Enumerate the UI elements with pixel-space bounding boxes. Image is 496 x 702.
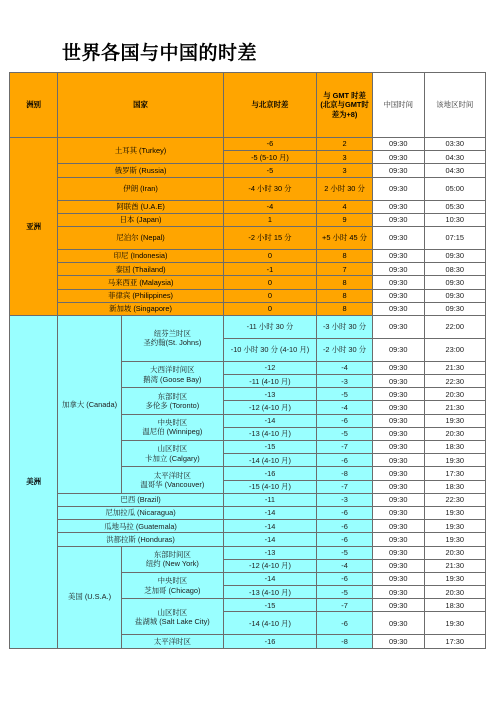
- table-row: [10, 546, 486, 559]
- gmt-diff-cell: 8: [317, 302, 373, 315]
- country-cell: 菲律宾 (Philippines): [58, 289, 224, 302]
- local-time-cell: 19:30: [424, 414, 485, 427]
- china-time-cell: 09:30: [373, 572, 425, 585]
- local-time-cell: 07:15: [424, 226, 485, 249]
- beijing-diff-cell: 0: [223, 289, 316, 302]
- gmt-diff-cell: -5: [317, 388, 373, 401]
- country-cell: 巴西 (Brazil): [58, 493, 224, 506]
- country-cell: 泰国 (Thailand): [58, 263, 224, 276]
- table-row: [10, 138, 486, 151]
- local-time-cell: 20:30: [424, 427, 485, 440]
- table-row: [10, 506, 486, 519]
- header-china-time: 中国时间: [373, 73, 425, 138]
- gmt-diff-cell: 3: [317, 151, 373, 164]
- zone-label: 东部时间区: [153, 549, 191, 559]
- header-gmt-diff: 与 GMT 时差 (北京与GMT时差为+8): [317, 73, 373, 138]
- china-time-cell: 09:30: [373, 586, 425, 599]
- china-time-cell: 09:30: [373, 338, 425, 361]
- local-time-cell: 20:30: [424, 546, 485, 559]
- country-cell: 印尼 (Indonesia): [58, 249, 224, 262]
- local-time-cell: 21:30: [424, 361, 485, 374]
- local-time-cell: 18:30: [424, 480, 485, 493]
- header-beijing-diff: 与北京时差: [223, 73, 316, 138]
- gmt-diff-cell: -7: [317, 480, 373, 493]
- gmt-diff-cell: +5 小时 45 分: [317, 226, 373, 249]
- china-time-cell: 09:30: [373, 493, 425, 506]
- country-cell: 新加坡 (Singapore): [58, 302, 224, 315]
- gmt-diff-cell: -6: [317, 506, 373, 519]
- local-time-cell: 19:30: [424, 454, 485, 467]
- beijing-diff-cell: -10 小时 30 分 (4-10 月): [223, 338, 316, 361]
- gmt-diff-cell: -4: [317, 401, 373, 414]
- china-time-cell: 09:30: [373, 480, 425, 493]
- country-cell: 阿联酋 (U.A.E): [58, 200, 224, 213]
- china-time-cell: 09:30: [373, 635, 425, 648]
- country-cell: 俄罗斯 (Russia): [58, 164, 224, 177]
- local-time-cell: 22:00: [424, 315, 485, 338]
- gmt-diff-cell: 2: [317, 138, 373, 151]
- gmt-diff-cell: -3: [317, 375, 373, 388]
- beijing-diff-cell: -12 (4-10 月): [223, 559, 316, 572]
- china-time-cell: 09:30: [373, 599, 425, 612]
- local-time-cell: 04:30: [424, 164, 485, 177]
- gmt-diff-cell: -6: [317, 612, 373, 635]
- beijing-diff-cell: -11: [223, 493, 316, 506]
- city-label: 卡加立 (Calgary): [145, 453, 200, 463]
- beijing-diff-cell: -15: [223, 441, 316, 454]
- local-time-cell: 03:30: [424, 138, 485, 151]
- beijing-diff-cell: -13: [223, 546, 316, 559]
- zone-label: 大西洋时间区: [150, 365, 195, 375]
- table-row: [10, 249, 486, 262]
- local-time-cell: 04:30: [424, 151, 485, 164]
- gmt-diff-cell: 8: [317, 249, 373, 262]
- city-label: 圣约翰(St. Johns): [143, 338, 202, 348]
- gmt-diff-cell: -7: [317, 441, 373, 454]
- china-time-cell: 09:30: [373, 361, 425, 374]
- city-label: 多伦多 (Toronto): [145, 400, 200, 410]
- china-time-cell: 09:30: [373, 414, 425, 427]
- table-row: [10, 263, 486, 276]
- zone-cell: [121, 572, 223, 598]
- local-time-cell: 18:30: [424, 441, 485, 454]
- country-cell: 土耳其 (Turkey): [58, 138, 224, 164]
- beijing-diff-cell: -14: [223, 572, 316, 585]
- gmt-diff-cell: 7: [317, 263, 373, 276]
- gmt-diff-cell: 9: [317, 213, 373, 226]
- gmt-diff-cell: -7: [317, 599, 373, 612]
- gmt-diff-cell: -6: [317, 533, 373, 546]
- zone-cell: [121, 315, 223, 361]
- zone-cell: [121, 414, 223, 440]
- local-time-cell: 10:30: [424, 213, 485, 226]
- china-time-cell: 09:30: [373, 213, 425, 226]
- local-time-cell: 20:30: [424, 388, 485, 401]
- gmt-diff-cell: 2 小时 30 分: [317, 177, 373, 200]
- beijing-diff-cell: -11 (4-10 月): [223, 375, 316, 388]
- beijing-diff-cell: -5 (5-10 月): [223, 151, 316, 164]
- country-canada: 加拿大 (Canada): [58, 315, 122, 493]
- table-row: [10, 493, 486, 506]
- city-label: 温尼伯 (Winnipeg): [142, 427, 203, 437]
- beijing-diff-cell: -4: [223, 200, 316, 213]
- gmt-diff-cell: -5: [317, 427, 373, 440]
- zone-cell: [121, 361, 223, 387]
- gmt-diff-cell: -4: [317, 559, 373, 572]
- china-time-cell: 09:30: [373, 427, 425, 440]
- china-time-cell: 09:30: [373, 138, 425, 151]
- beijing-diff-cell: -15: [223, 599, 316, 612]
- city-label: 纽约 (New York): [145, 559, 199, 569]
- local-time-cell: 09:30: [424, 276, 485, 289]
- china-time-cell: 09:30: [373, 388, 425, 401]
- china-time-cell: 09:30: [373, 151, 425, 164]
- china-time-cell: 09:30: [373, 289, 425, 302]
- china-time-cell: 09:30: [373, 177, 425, 200]
- zone-label: 山区时区: [157, 444, 188, 454]
- header-continent: 洲别: [10, 73, 58, 138]
- country-cell: 洪都拉斯 (Honduras): [58, 533, 224, 546]
- china-time-cell: 09:30: [373, 441, 425, 454]
- beijing-diff-cell: -1: [223, 263, 316, 276]
- country-cell: 伊朗 (Iran): [58, 177, 224, 200]
- china-time-cell: 09:30: [373, 375, 425, 388]
- china-time-cell: 09:30: [373, 520, 425, 533]
- gmt-diff-cell: 3: [317, 164, 373, 177]
- continent-america: 美洲: [10, 315, 58, 648]
- zone-label: 中央时区: [157, 576, 188, 586]
- local-time-cell: 08:30: [424, 263, 485, 276]
- beijing-diff-cell: -16: [223, 635, 316, 648]
- beijing-diff-cell: -12 (4-10 月): [223, 401, 316, 414]
- table-row: [10, 315, 486, 338]
- table-row: [10, 520, 486, 533]
- country-cell: 尼泊尔 (Nepal): [58, 226, 224, 249]
- local-time-cell: 17:30: [424, 635, 485, 648]
- beijing-diff-cell: -4 小时 30 分: [223, 177, 316, 200]
- gmt-diff-cell: -5: [317, 546, 373, 559]
- beijing-diff-cell: -14: [223, 533, 316, 546]
- china-time-cell: 09:30: [373, 454, 425, 467]
- zone-label: 太平洋时区: [153, 470, 191, 480]
- table-row: [10, 226, 486, 249]
- china-time-cell: 09:30: [373, 315, 425, 338]
- gmt-diff-cell: -3 小时 30 分: [317, 315, 373, 338]
- beijing-diff-cell: 0: [223, 249, 316, 262]
- table-row: [10, 200, 486, 213]
- local-time-cell: 09:30: [424, 302, 485, 315]
- china-time-cell: 09:30: [373, 226, 425, 249]
- local-time-cell: 19:30: [424, 520, 485, 533]
- header-country: 国家: [58, 73, 224, 138]
- city-label: 温哥华 (Vancouver): [140, 480, 205, 490]
- local-time-cell: 05:00: [424, 177, 485, 200]
- beijing-diff-cell: -13 (4-10 月): [223, 586, 316, 599]
- beijing-diff-cell: 0: [223, 302, 316, 315]
- gmt-diff-cell: -6: [317, 520, 373, 533]
- zone-label: 中央时区: [157, 418, 188, 428]
- zone-cell: 太平洋时区: [121, 635, 223, 648]
- gmt-diff-cell: -6: [317, 572, 373, 585]
- beijing-diff-cell: 0: [223, 276, 316, 289]
- beijing-diff-cell: -12: [223, 361, 316, 374]
- zone-cell: [121, 388, 223, 414]
- gmt-diff-cell: -2 小时 30 分: [317, 338, 373, 361]
- gmt-diff-cell: 8: [317, 276, 373, 289]
- local-time-cell: 09:30: [424, 249, 485, 262]
- table-row: [10, 302, 486, 315]
- china-time-cell: 09:30: [373, 276, 425, 289]
- city-label: 盐湖城 (Salt Lake City): [134, 616, 210, 626]
- beijing-diff-cell: -13: [223, 388, 316, 401]
- china-time-cell: 09:30: [373, 164, 425, 177]
- beijing-diff-cell: -16: [223, 467, 316, 480]
- table-header-row: [10, 73, 486, 138]
- china-time-cell: 09:30: [373, 546, 425, 559]
- local-time-cell: 20:30: [424, 586, 485, 599]
- local-time-cell: 09:30: [424, 289, 485, 302]
- local-time-cell: 23:00: [424, 338, 485, 361]
- gmt-diff-cell: -6: [317, 454, 373, 467]
- zone-label: 山区时区: [157, 607, 188, 617]
- beijing-diff-cell: -15 (4-10 月): [223, 480, 316, 493]
- local-time-cell: 22:30: [424, 375, 485, 388]
- beijing-diff-cell: 1: [223, 213, 316, 226]
- beijing-diff-cell: -6: [223, 138, 316, 151]
- local-time-cell: 21:30: [424, 559, 485, 572]
- china-time-cell: 09:30: [373, 559, 425, 572]
- country-cell: 日本 (Japan): [58, 213, 224, 226]
- china-time-cell: 09:30: [373, 302, 425, 315]
- zone-cell: [121, 599, 223, 635]
- city-label: 芝加哥 (Chicago): [144, 585, 201, 595]
- local-time-cell: 19:30: [424, 612, 485, 635]
- local-time-cell: 21:30: [424, 401, 485, 414]
- local-time-cell: 19:30: [424, 506, 485, 519]
- gmt-diff-cell: -4: [317, 361, 373, 374]
- local-time-cell: 17:30: [424, 467, 485, 480]
- zone-cell: [121, 441, 223, 467]
- beijing-diff-cell: -14 (4-10 月): [223, 454, 316, 467]
- zone-cell: [121, 546, 223, 572]
- table-row: [10, 213, 486, 226]
- continent-asia: 亚洲: [10, 138, 58, 316]
- gmt-diff-cell: 4: [317, 200, 373, 213]
- china-time-cell: 09:30: [373, 612, 425, 635]
- china-time-cell: 09:30: [373, 401, 425, 414]
- country-usa: 美国 (U.S.A.): [58, 546, 122, 648]
- country-cell: 瓜地马拉 (Guatemala): [58, 520, 224, 533]
- table-row: [10, 177, 486, 200]
- gmt-diff-cell: -5: [317, 586, 373, 599]
- china-time-cell: 09:30: [373, 249, 425, 262]
- gmt-diff-cell: -6: [317, 414, 373, 427]
- china-time-cell: 09:30: [373, 533, 425, 546]
- china-time-cell: 09:30: [373, 200, 425, 213]
- country-cell: 尼加拉瓜 (Nicaragua): [58, 506, 224, 519]
- local-time-cell: 22:30: [424, 493, 485, 506]
- timezone-table: [9, 72, 486, 649]
- page-title: 世界各国与中国的时差: [62, 42, 258, 64]
- table-row: [10, 164, 486, 177]
- local-time-cell: 19:30: [424, 533, 485, 546]
- header-local-time: 该地区时间: [424, 73, 485, 138]
- beijing-diff-cell: -14: [223, 506, 316, 519]
- city-label: 鹅湾 (Goose Bay): [143, 374, 202, 384]
- china-time-cell: 09:30: [373, 506, 425, 519]
- gmt-diff-cell: -8: [317, 635, 373, 648]
- zone-cell: [121, 467, 223, 493]
- beijing-diff-cell: -5: [223, 164, 316, 177]
- beijing-diff-cell: -14: [223, 520, 316, 533]
- beijing-diff-cell: -14 (4-10 月): [223, 612, 316, 635]
- china-time-cell: 09:30: [373, 263, 425, 276]
- china-time-cell: 09:30: [373, 467, 425, 480]
- table-row: [10, 289, 486, 302]
- local-time-cell: 19:30: [424, 572, 485, 585]
- beijing-diff-cell: -13 (4-10 月): [223, 427, 316, 440]
- beijing-diff-cell: -11 小时 30 分: [223, 315, 316, 338]
- table-row: [10, 533, 486, 546]
- beijing-diff-cell: -14: [223, 414, 316, 427]
- beijing-diff-cell: -2 小时 15 分: [223, 226, 316, 249]
- local-time-cell: 18:30: [424, 599, 485, 612]
- zone-label: 东部时区: [157, 391, 188, 401]
- table-row: [10, 276, 486, 289]
- country-cell: 马来西亚 (Malaysia): [58, 276, 224, 289]
- gmt-diff-cell: -8: [317, 467, 373, 480]
- zone-label: 纽芬兰时区: [153, 329, 191, 339]
- gmt-diff-cell: 8: [317, 289, 373, 302]
- gmt-diff-cell: -3: [317, 493, 373, 506]
- local-time-cell: 05:30: [424, 200, 485, 213]
